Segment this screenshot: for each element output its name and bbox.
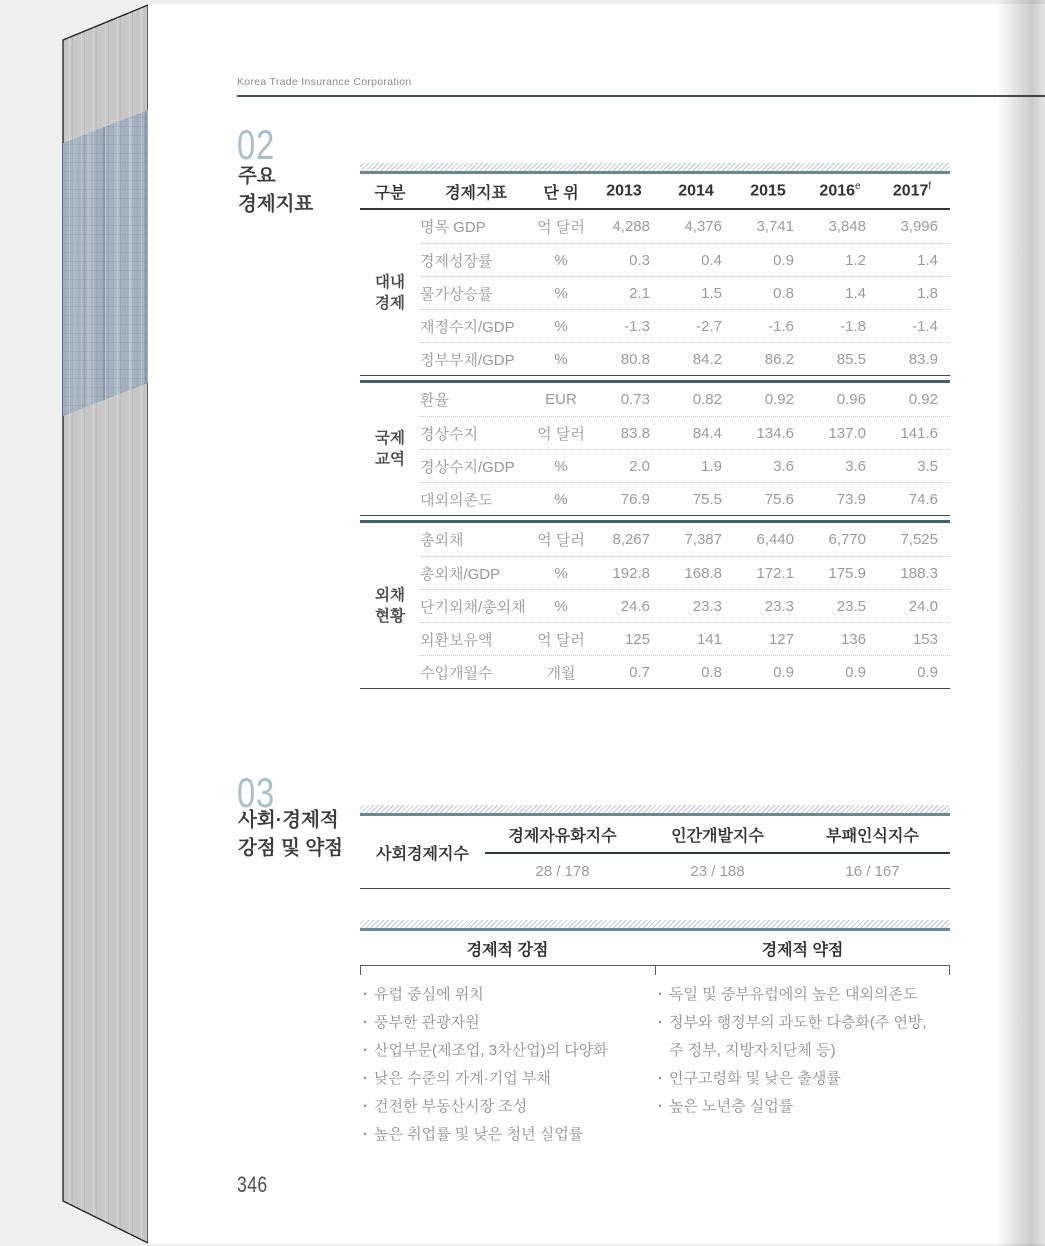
- value-cell: 83.8: [620, 424, 650, 442]
- value-cell: 0.9: [773, 663, 794, 681]
- table-row: [420, 523, 950, 556]
- group-label: 국제 교역: [375, 430, 405, 468]
- value-cell: 23.3: [764, 597, 794, 615]
- unit-cell: %: [554, 564, 568, 582]
- col-header-year-2016e: 2016e: [819, 181, 861, 200]
- value-cell: 7,387: [684, 531, 722, 548]
- strengths-list: [360, 981, 655, 1149]
- strength-item: · 높은 취업률 및 낮은 청년 실업률: [360, 1121, 655, 1149]
- value-cell: 80.8: [620, 350, 650, 368]
- weaknesses-list: [655, 981, 950, 1149]
- value-cell: 24.0: [908, 597, 938, 615]
- socioeconomic-index-table: [360, 805, 950, 889]
- value-cell: 1.4: [917, 251, 938, 269]
- table-row: [420, 309, 950, 342]
- index-value: 28 / 178: [535, 862, 590, 880]
- index-value: 16 / 167: [845, 862, 900, 880]
- strength-item: · 산업부문(제조업, 3차산업)의 다양화: [360, 1037, 655, 1065]
- value-cell: 76.9: [620, 490, 650, 508]
- unit-cell: %: [554, 597, 568, 615]
- table-row: [420, 556, 950, 589]
- value-cell: 125: [624, 630, 650, 648]
- weaknesses-header: 경제적 약점: [761, 941, 844, 959]
- unit-cell: %: [554, 350, 568, 368]
- group-domestic-economy: [360, 210, 950, 375]
- value-cell: 0.92: [764, 391, 794, 408]
- column-bracket-rule: [360, 965, 950, 974]
- section-02-number: 02: [237, 121, 276, 168]
- table-bottom-rule: [360, 688, 950, 689]
- strength-item: · 유럽 중심에 위치: [360, 981, 655, 1009]
- table-row: [420, 342, 950, 375]
- table-row: [420, 416, 950, 449]
- table-hatch-bar: [360, 163, 950, 174]
- table-row: [420, 589, 950, 622]
- unit-cell: 억 달러: [537, 219, 585, 236]
- value-cell: 134.6: [756, 424, 794, 442]
- group-separator: [360, 515, 950, 523]
- value-cell: -2.7: [696, 317, 722, 335]
- value-cell: 0.9: [773, 251, 794, 269]
- value-cell: 3.6: [773, 457, 794, 475]
- indicator-cell: 재정수지/GDP: [420, 318, 515, 336]
- value-cell: 1.5: [701, 284, 722, 302]
- value-cell: 0.92: [908, 391, 938, 408]
- value-cell: 0.82: [692, 391, 722, 408]
- section-03-title-line1: 사회·경제적: [238, 809, 339, 831]
- value-cell: 3.6: [845, 457, 866, 475]
- indicator-cell: 대외의존도: [420, 491, 493, 509]
- index-col-header: 부패인식지수: [795, 816, 950, 854]
- value-cell: 141: [696, 630, 722, 648]
- unit-cell: %: [554, 251, 568, 269]
- value-cell: 6,770: [828, 531, 866, 548]
- section-02-title-line2: 경제지표: [238, 193, 314, 215]
- indicator-cell: 경상수지/GDP: [420, 458, 515, 476]
- value-cell: 1.4: [845, 284, 866, 302]
- value-cell: 4,376: [684, 218, 722, 235]
- value-cell: 23.3: [692, 597, 722, 615]
- value-cell: 1.9: [701, 457, 722, 475]
- value-cell: 74.6: [908, 490, 938, 508]
- indicator-cell: 물가상승률: [420, 285, 493, 303]
- value-cell: 127: [768, 630, 794, 648]
- indicator-cell: 총외채/GDP: [420, 565, 501, 583]
- col-header-year-2013: 2013: [606, 182, 642, 200]
- group-label: 외채 현황: [375, 586, 405, 625]
- indicator-cell: 명목 GDP: [420, 219, 486, 236]
- unit-cell: 억 달러: [537, 631, 585, 649]
- unit-cell: %: [554, 457, 568, 475]
- value-cell: 85.5: [836, 350, 866, 368]
- unit-cell: %: [554, 490, 568, 508]
- value-cell: 0.73: [620, 391, 650, 408]
- weakness-item: · 정부와 행정부의 과도한 다층화(주 연방, 주 정부, 지방자치단체 등): [655, 1009, 950, 1065]
- section-02-title-line1: 주요: [238, 165, 276, 187]
- value-cell: 141.6: [900, 424, 938, 442]
- value-cell: 3.5: [917, 457, 938, 475]
- index-value: 23 / 188: [690, 862, 745, 880]
- value-cell: 84.4: [692, 424, 722, 442]
- value-cell: 86.2: [764, 350, 794, 368]
- unit-cell: EUR: [545, 391, 577, 408]
- value-cell: 3,996: [900, 218, 938, 235]
- group-separator: [360, 375, 950, 383]
- value-cell: 3,741: [756, 218, 794, 235]
- value-cell: 0.8: [773, 284, 794, 302]
- strength-item: · 낮은 수준의 가계·기업 부채: [360, 1065, 655, 1093]
- value-cell: 0.9: [845, 663, 866, 681]
- value-cell: 8,267: [612, 531, 650, 548]
- value-cell: 83.9: [908, 350, 938, 368]
- col-header-year-2015: 2015: [750, 182, 786, 200]
- unit-cell: %: [554, 317, 568, 335]
- unit-cell: %: [554, 284, 568, 302]
- value-cell: 75.6: [764, 490, 794, 508]
- value-cell: 7,525: [900, 531, 938, 548]
- value-cell: 0.3: [629, 251, 650, 269]
- value-cell: 2.0: [629, 457, 650, 475]
- value-cell: 0.9: [917, 663, 938, 681]
- table-row: [420, 243, 950, 276]
- value-cell: 0.4: [701, 251, 722, 269]
- unit-cell: 억 달러: [537, 532, 585, 549]
- indicator-cell: 정부부채/GDP: [420, 351, 515, 369]
- col-header-year-2014: 2014: [678, 182, 714, 200]
- group-international-trade: [360, 383, 950, 515]
- table-row: [420, 210, 950, 243]
- value-cell: 4,288: [612, 218, 650, 235]
- strengths-header: 경제적 강점: [466, 941, 549, 959]
- col-header-unit: 단 위: [543, 184, 579, 202]
- value-cell: 6,440: [756, 531, 794, 548]
- table-row: [420, 622, 950, 655]
- table-row: [420, 276, 950, 309]
- table-row: [420, 449, 950, 482]
- value-cell: 168.8: [684, 564, 722, 582]
- indicator-cell: 환율: [420, 392, 449, 409]
- section-03-title-line2: 강점 및 약점: [238, 837, 344, 859]
- col-header-year-2017f: 2017$^f$: [892, 181, 932, 200]
- group-external-debt: [360, 523, 950, 688]
- index-col-header: 경제자유화지수: [485, 816, 640, 854]
- page-number: 346: [237, 1172, 268, 1197]
- col-header-gubun: 구분: [374, 184, 406, 202]
- value-cell: 137.0: [828, 424, 866, 442]
- economic-indicators-table: [360, 163, 950, 689]
- strengths-weaknesses-table: [360, 920, 950, 1149]
- value-cell: 188.3: [900, 564, 938, 582]
- value-cell: 2.1: [629, 284, 650, 302]
- index-row-label: 사회경제지수: [376, 845, 469, 863]
- group-label: 대내 경제: [375, 273, 405, 312]
- section-03-title: [238, 806, 343, 862]
- table-header-row: [360, 174, 950, 210]
- value-cell: 84.2: [692, 350, 722, 368]
- value-cell: 23.5: [836, 597, 866, 615]
- indicator-cell: 경상수지: [420, 425, 478, 443]
- value-cell: 75.5: [692, 490, 722, 508]
- value-cell: 0.8: [701, 663, 722, 681]
- indicator-cell: 외환보유액: [420, 631, 493, 649]
- value-cell: 192.8: [612, 564, 650, 582]
- weakness-item: · 높은 노년층 실업률: [655, 1093, 950, 1121]
- value-cell: 1.2: [845, 251, 866, 269]
- value-cell: 73.9: [836, 490, 866, 508]
- value-cell: -1.3: [624, 317, 650, 335]
- section-03-number: 03: [237, 769, 276, 816]
- value-cell: -1.8: [840, 317, 866, 335]
- table-hatch-bar: [360, 805, 950, 816]
- value-cell: 3,848: [828, 218, 866, 235]
- header-rule: [237, 95, 1045, 97]
- indicator-cell: 수입개월수: [420, 664, 493, 682]
- table-row: [420, 655, 950, 688]
- publisher-header: Korea Trade Insurance Corporation: [237, 76, 412, 88]
- weakness-item: · 독일 및 중부유럽에의 높은 대외의존도: [655, 981, 950, 1009]
- value-cell: 1.8: [917, 284, 938, 302]
- value-cell: -1.4: [912, 317, 938, 335]
- table-row: [420, 383, 950, 416]
- book-spine-edge: [0, 0, 170, 1246]
- indicator-cell: 총외채: [420, 532, 464, 549]
- value-cell: 153: [912, 630, 938, 648]
- weakness-item: · 인구고령화 및 낮은 출생률: [655, 1065, 950, 1093]
- value-cell: 136: [840, 630, 866, 648]
- table-row: [420, 482, 950, 515]
- strength-item: · 건전한 부동산시장 조성: [360, 1093, 655, 1121]
- table-hatch-bar: [360, 920, 950, 931]
- section-02-title: [238, 162, 313, 218]
- index-col-header: 인간개발지수: [640, 816, 795, 854]
- unit-cell: 개월: [546, 664, 576, 682]
- value-cell: 0.7: [629, 663, 650, 681]
- indicator-cell: 단기외채/총외채: [420, 598, 526, 616]
- value-cell: 0.96: [836, 391, 866, 408]
- value-cell: 24.6: [620, 597, 650, 615]
- value-cell: 175.9: [828, 564, 866, 582]
- indicator-cell: 경제성장률: [420, 252, 493, 270]
- strength-item: · 풍부한 관광자원: [360, 1009, 655, 1037]
- value-cell: 172.1: [756, 564, 794, 582]
- col-header-indicator: 경제지표: [445, 184, 507, 202]
- value-cell: -1.6: [768, 317, 794, 335]
- unit-cell: 억 달러: [537, 425, 585, 443]
